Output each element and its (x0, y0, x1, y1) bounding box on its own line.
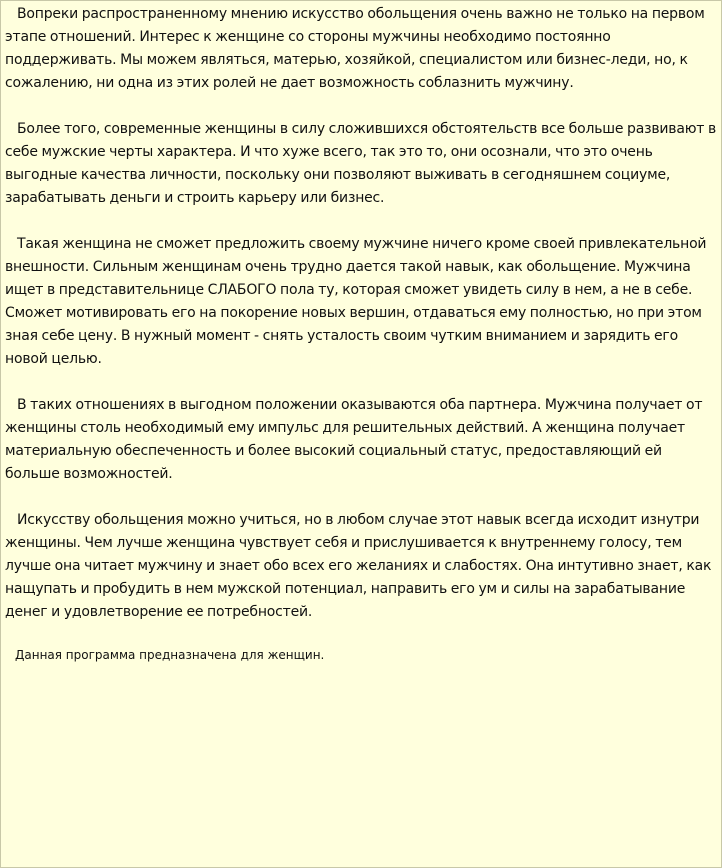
program-note: Данная программа предназначена для женщин. (15, 648, 325, 662)
paragraph-2: Более того, современные женщины в силу сложившихся обстоятельств все больше развивают в себе мужские черты характера. И что хуже всего, так это то, они осознали, что это очень выгодные качества личности, поскольку они позволяют выживать в сегодняшнем социуме, зарабатывать деньги и строить карьеру или бизнес. (5, 121, 717, 206)
paragraph-1: Вопреки распространенному мнению искусство обольщения очень важно не только на первом этапе отношений. Интерес к женщине со стороны мужчины необходимо постоянно поддерживать. Мы можем являться, матерью, хозяйкой, специалистом или бизнес-леди, но, к сожалению, ни одна из этих ролей не дает возможность соблазнить мужчину. (5, 6, 705, 91)
paragraph-3: Такая женщина не сможет предложить своему мужчине ничего кроме своей привлекательной внешности. Сильным женщинам очень трудно дается такой навык, как обольщение. Мужчина ищет в представительнице СЛАБОГО пола ту, которая сможет увидеть силу в нем, а не в себе. Сможет мотивировать его на покорение новых вершин, отдаваться ему полностью, но при этом зная себе цену. В нужный момент - снять усталость своим чутким вниманием и зарядить его новой целью. (5, 236, 707, 367)
paragraph-4: В таких отношениях в выгодном положении оказываются оба партнера. Мужчина получает от женщины столь необходимый ему импульс для решительных действий. А женщина получает материальную обеспеченность и более высокий социальный статус, предоставляющий ей больше возможностей. (5, 397, 703, 482)
article-body (5, 3, 717, 663)
paragraph-5: Искусству обольщения можно учиться, но в любом случае этот навык всегда исходит изнутри женщины. Чем лучше женщина чувствует себя и прислушивается к внутреннему голосу, тем лучше она читает мужчину и знает обо всех его желаниях и слабостях. Она интутивно знает, как нащупать и пробудить в нем мужской потенциал, направить его ум и силы на зарабатывание денег и удовлетворение ее потребностей. (5, 512, 712, 620)
